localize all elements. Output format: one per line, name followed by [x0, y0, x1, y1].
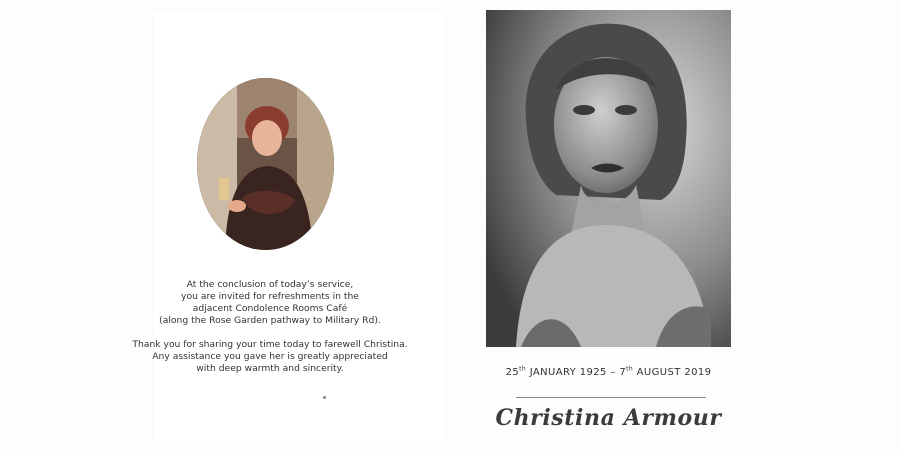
divider-line — [516, 397, 706, 398]
oval-photo-woman-with-glass — [197, 78, 334, 250]
notice-line: (along the Rose Garden pathway to Military Rd). — [159, 315, 381, 326]
refreshments-notice — [120, 279, 420, 375]
portrait-photo — [486, 10, 731, 347]
birth-month-year: JANUARY 1925 – — [526, 367, 620, 378]
birth-ordinal: th — [519, 365, 527, 373]
paragraph-gap — [120, 327, 420, 339]
death-ordinal: th — [626, 365, 634, 373]
thanks-line: Any assistance you gave her is greatly appreciated — [152, 351, 388, 362]
life-dates — [486, 367, 731, 378]
notice-line: adjacent Condolence Rooms Café — [192, 303, 348, 314]
notice-line: you are invited for refreshments in the — [181, 291, 359, 302]
death-day: 7 — [619, 367, 627, 378]
page-mark — [323, 396, 326, 399]
death-month-year: AUGUST 2019 — [633, 367, 712, 378]
deceased-name: Christina Armour — [495, 405, 722, 431]
thanks-line: with deep warmth and sincerity. — [196, 363, 344, 374]
birth-day: 25 — [505, 367, 520, 378]
thanks-line: Thank you for sharing your time today to farewell Christina. — [132, 339, 408, 350]
notice-line: At the conclusion of today’s service, — [186, 279, 354, 290]
